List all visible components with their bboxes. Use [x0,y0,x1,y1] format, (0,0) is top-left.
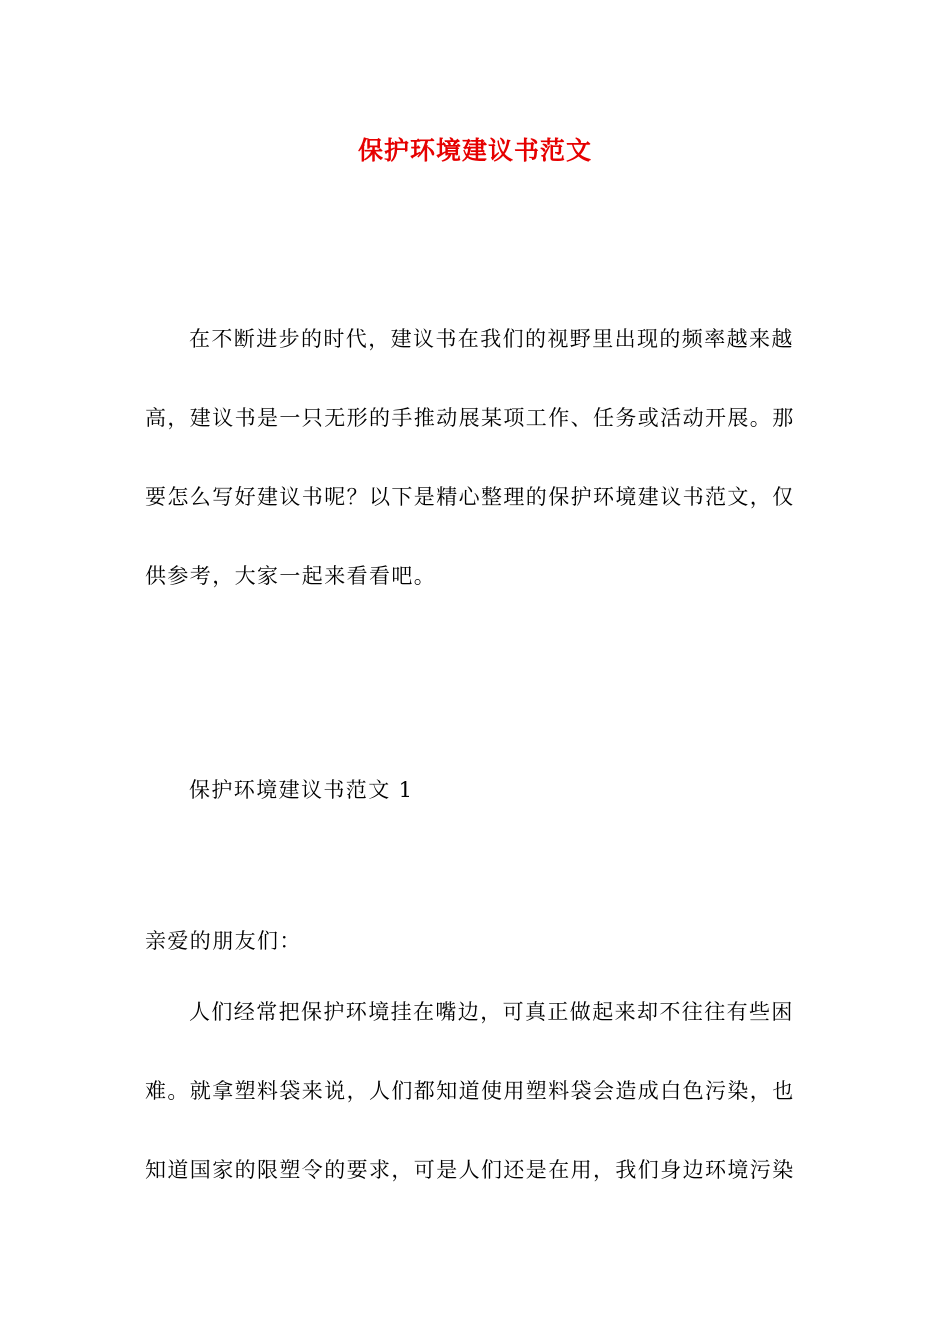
intro-line: 要怎么写好建议书呢？以下是精心整理的保护环境建议书范文，仅 [145,485,795,509]
body-line: 人们经常把保护环境挂在嘴边，可真正做起来却不往往有些困 [189,1000,794,1024]
body-line: 知道国家的限塑令的要求，可是人们还是在用，我们身边环境污染 [145,1158,795,1182]
intro-line: 在不断进步的时代，建议书在我们的视野里出现的频率越来越 [189,327,794,351]
body-paragraph [145,996,805,1233]
section-heading: 保护环境建议书范文 1 [189,778,414,802]
document-title: 保护环境建议书范文 [357,136,592,165]
salutation: 亲爱的朋友们： [145,929,302,953]
body-line: 难。就拿塑料袋来说，人们都知道使用塑料袋会造成白色污染，也 [145,1079,795,1103]
intro-paragraph [145,323,805,639]
intro-line: 供参考，大家一起来看看吧。 [145,564,437,588]
intro-line: 高，建议书是一只无形的手推动展某项工作、任务或活动开展。那 [145,406,795,430]
